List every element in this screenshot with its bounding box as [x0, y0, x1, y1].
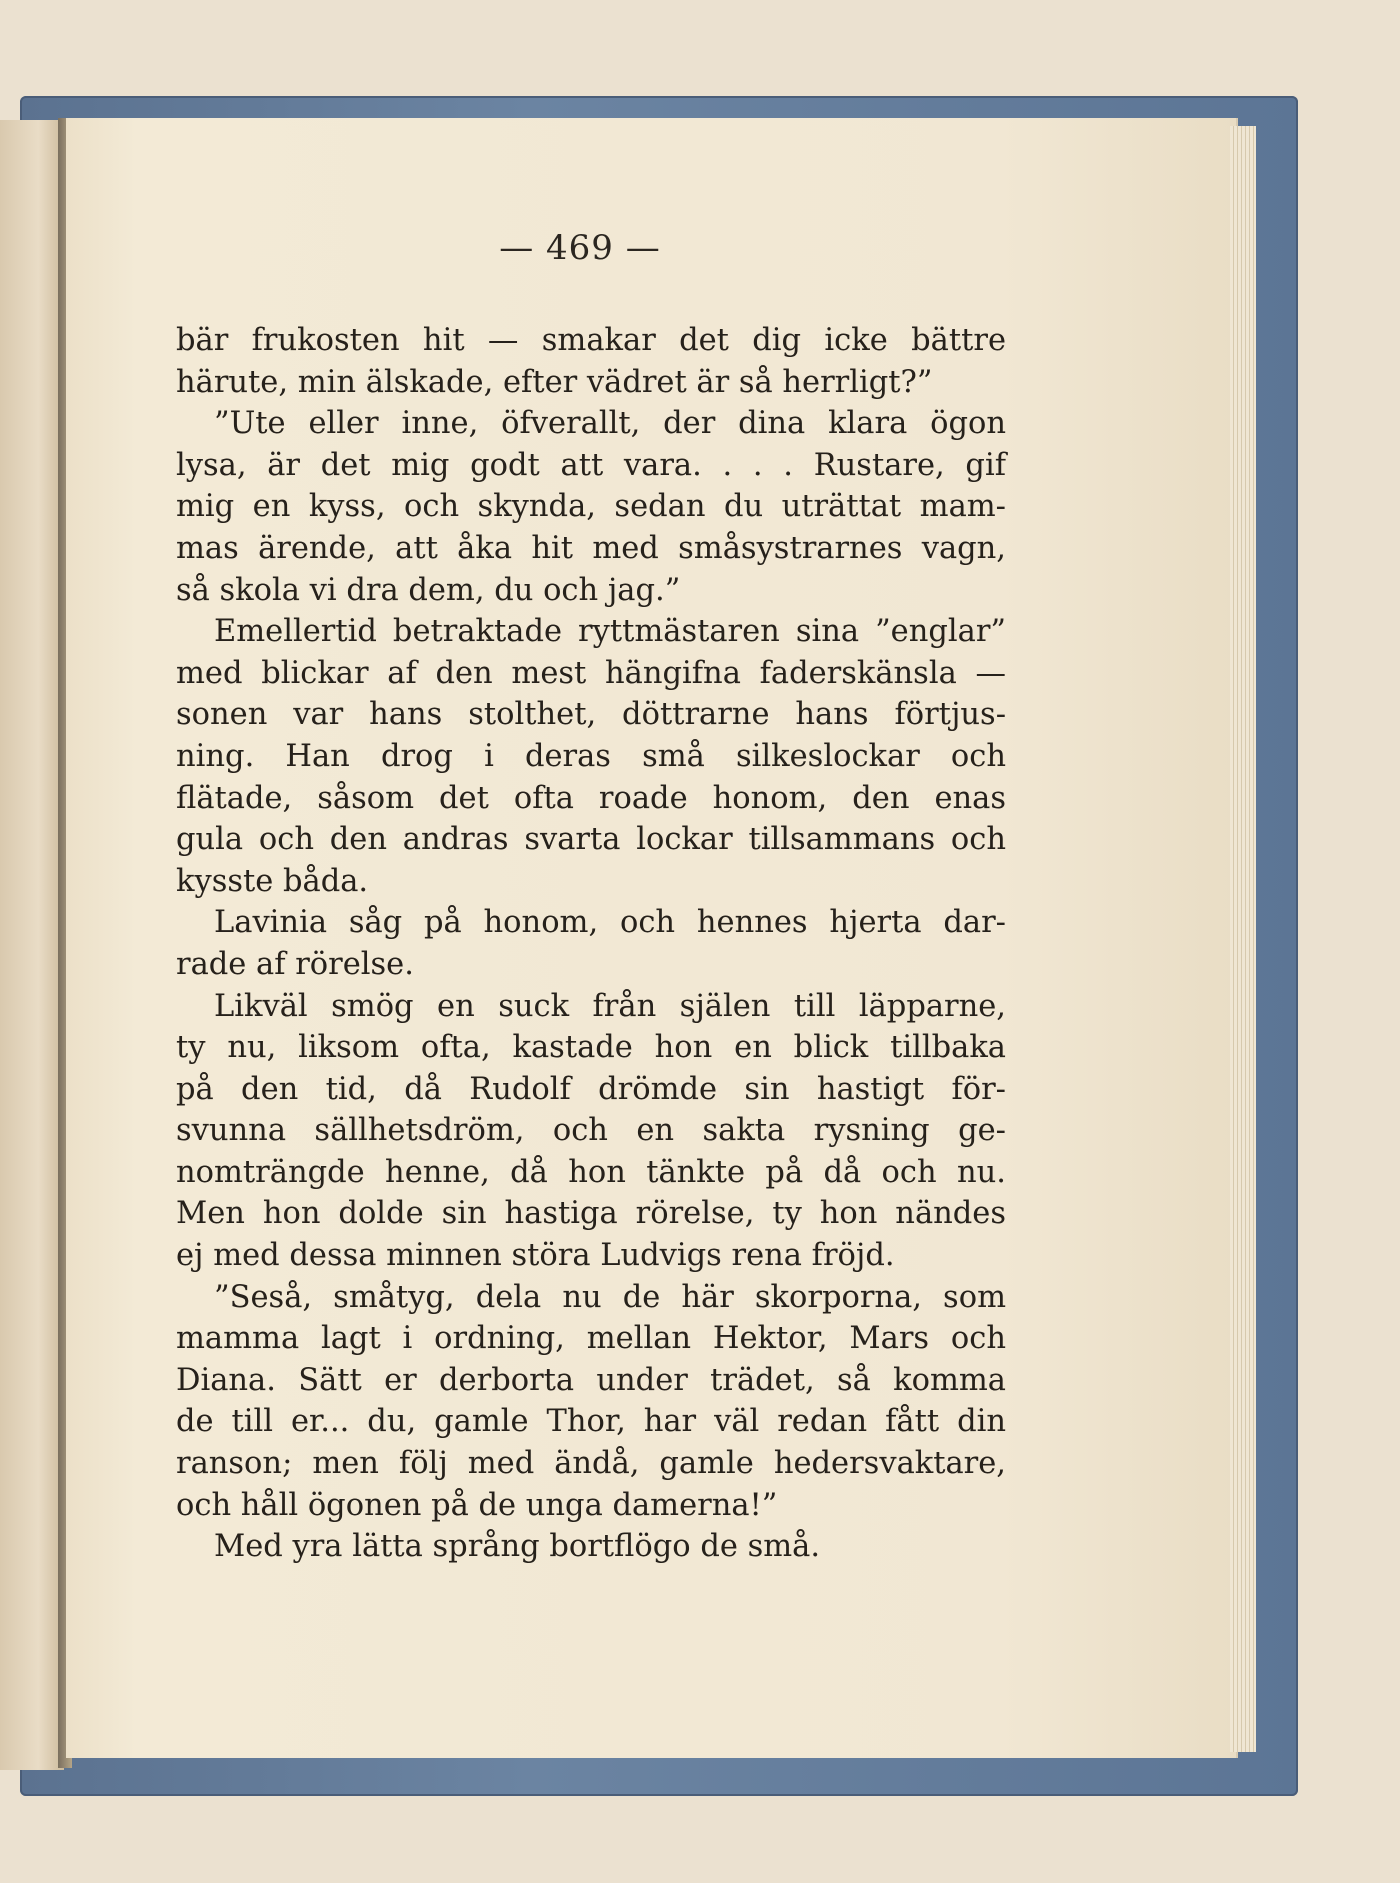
- text-line: ranson; men följ med ändå, gamle hedersvaktare,: [176, 1446, 1006, 1482]
- text-line: härute, min älskade, efter vädret är så herrligt?”: [176, 364, 933, 400]
- text-line: ty nu, liksom ofta, kastade hon en blick tillbaka: [176, 1030, 1006, 1066]
- text-line: Likväl smög en suck från själen till läpparne,: [214, 988, 1006, 1024]
- left-page-edge: [0, 120, 64, 1770]
- text-line: lysa, är det mig godt att vara. . . . Rustare, gif: [176, 447, 1006, 483]
- text-line: ej med dessa minnen störa Ludvigs rena fröjd.: [176, 1238, 895, 1274]
- text-line: ”Seså, småtyg, dela nu de här skorporna, som: [214, 1279, 1006, 1315]
- text-line: ”Ute eller inne, öfverallt, der dina klara ögon: [214, 406, 1006, 442]
- text-line: ning. Han drog i deras små silkeslockar och: [176, 738, 1006, 774]
- text-line: rade af rörelse.: [176, 946, 414, 982]
- page-edges: [1230, 126, 1256, 1752]
- text-line: mig en kyss, och skynda, sedan du uträttat mam-: [176, 489, 1006, 525]
- text-line: mamma lagt i ordning, mellan Hektor, Mars och: [176, 1321, 1006, 1357]
- text-line: de till er... du, gamle Thor, har väl redan fått din: [176, 1404, 1006, 1440]
- text-line: Men hon dolde sin hastiga rörelse, ty hon nändes: [176, 1196, 1006, 1232]
- text-line: svunna sällhetsdröm, och en sakta rysning ge-: [176, 1113, 1006, 1149]
- text-line: så skola vi dra dem, du och jag.”: [176, 572, 681, 608]
- text-line: och håll ögonen på de unga damerna!”: [176, 1487, 778, 1523]
- text-line: gula och den andras svarta lockar tillsammans och: [176, 822, 1006, 858]
- text-line: nomträngde henne, då hon tänkte på då och nu.: [176, 1154, 1006, 1190]
- page-number: — 469 —: [499, 228, 661, 268]
- body-text: [176, 320, 1006, 1568]
- text-line: Diana. Sätt er derborta under trädet, så komma: [176, 1362, 1006, 1398]
- text-line: Emellertid betraktade ryttmästaren sina ”englar”: [214, 614, 1006, 650]
- text-line: på den tid, då Rudolf drömde sin hastigt för-: [176, 1071, 1006, 1107]
- text-line: mas ärende, att åka hit med småsystrarnes vagn,: [176, 530, 1006, 566]
- text-line: flätade, såsom det ofta roade honom, den enas: [176, 780, 1006, 816]
- text-line: med blickar af den mest hängifna faderskänsla —: [176, 655, 1006, 691]
- text-line: sonen var hans stolthet, döttrarne hans förtjus-: [176, 697, 1006, 733]
- text-line: Med yra lätta språng bortflögo de små.: [214, 1529, 821, 1565]
- text-line: bär frukosten hit — smakar det dig icke bättre: [176, 323, 1006, 358]
- text-line: kysste båda.: [176, 863, 369, 899]
- text-line: Lavinia såg på honom, och hennes hjerta dar-: [214, 905, 1006, 941]
